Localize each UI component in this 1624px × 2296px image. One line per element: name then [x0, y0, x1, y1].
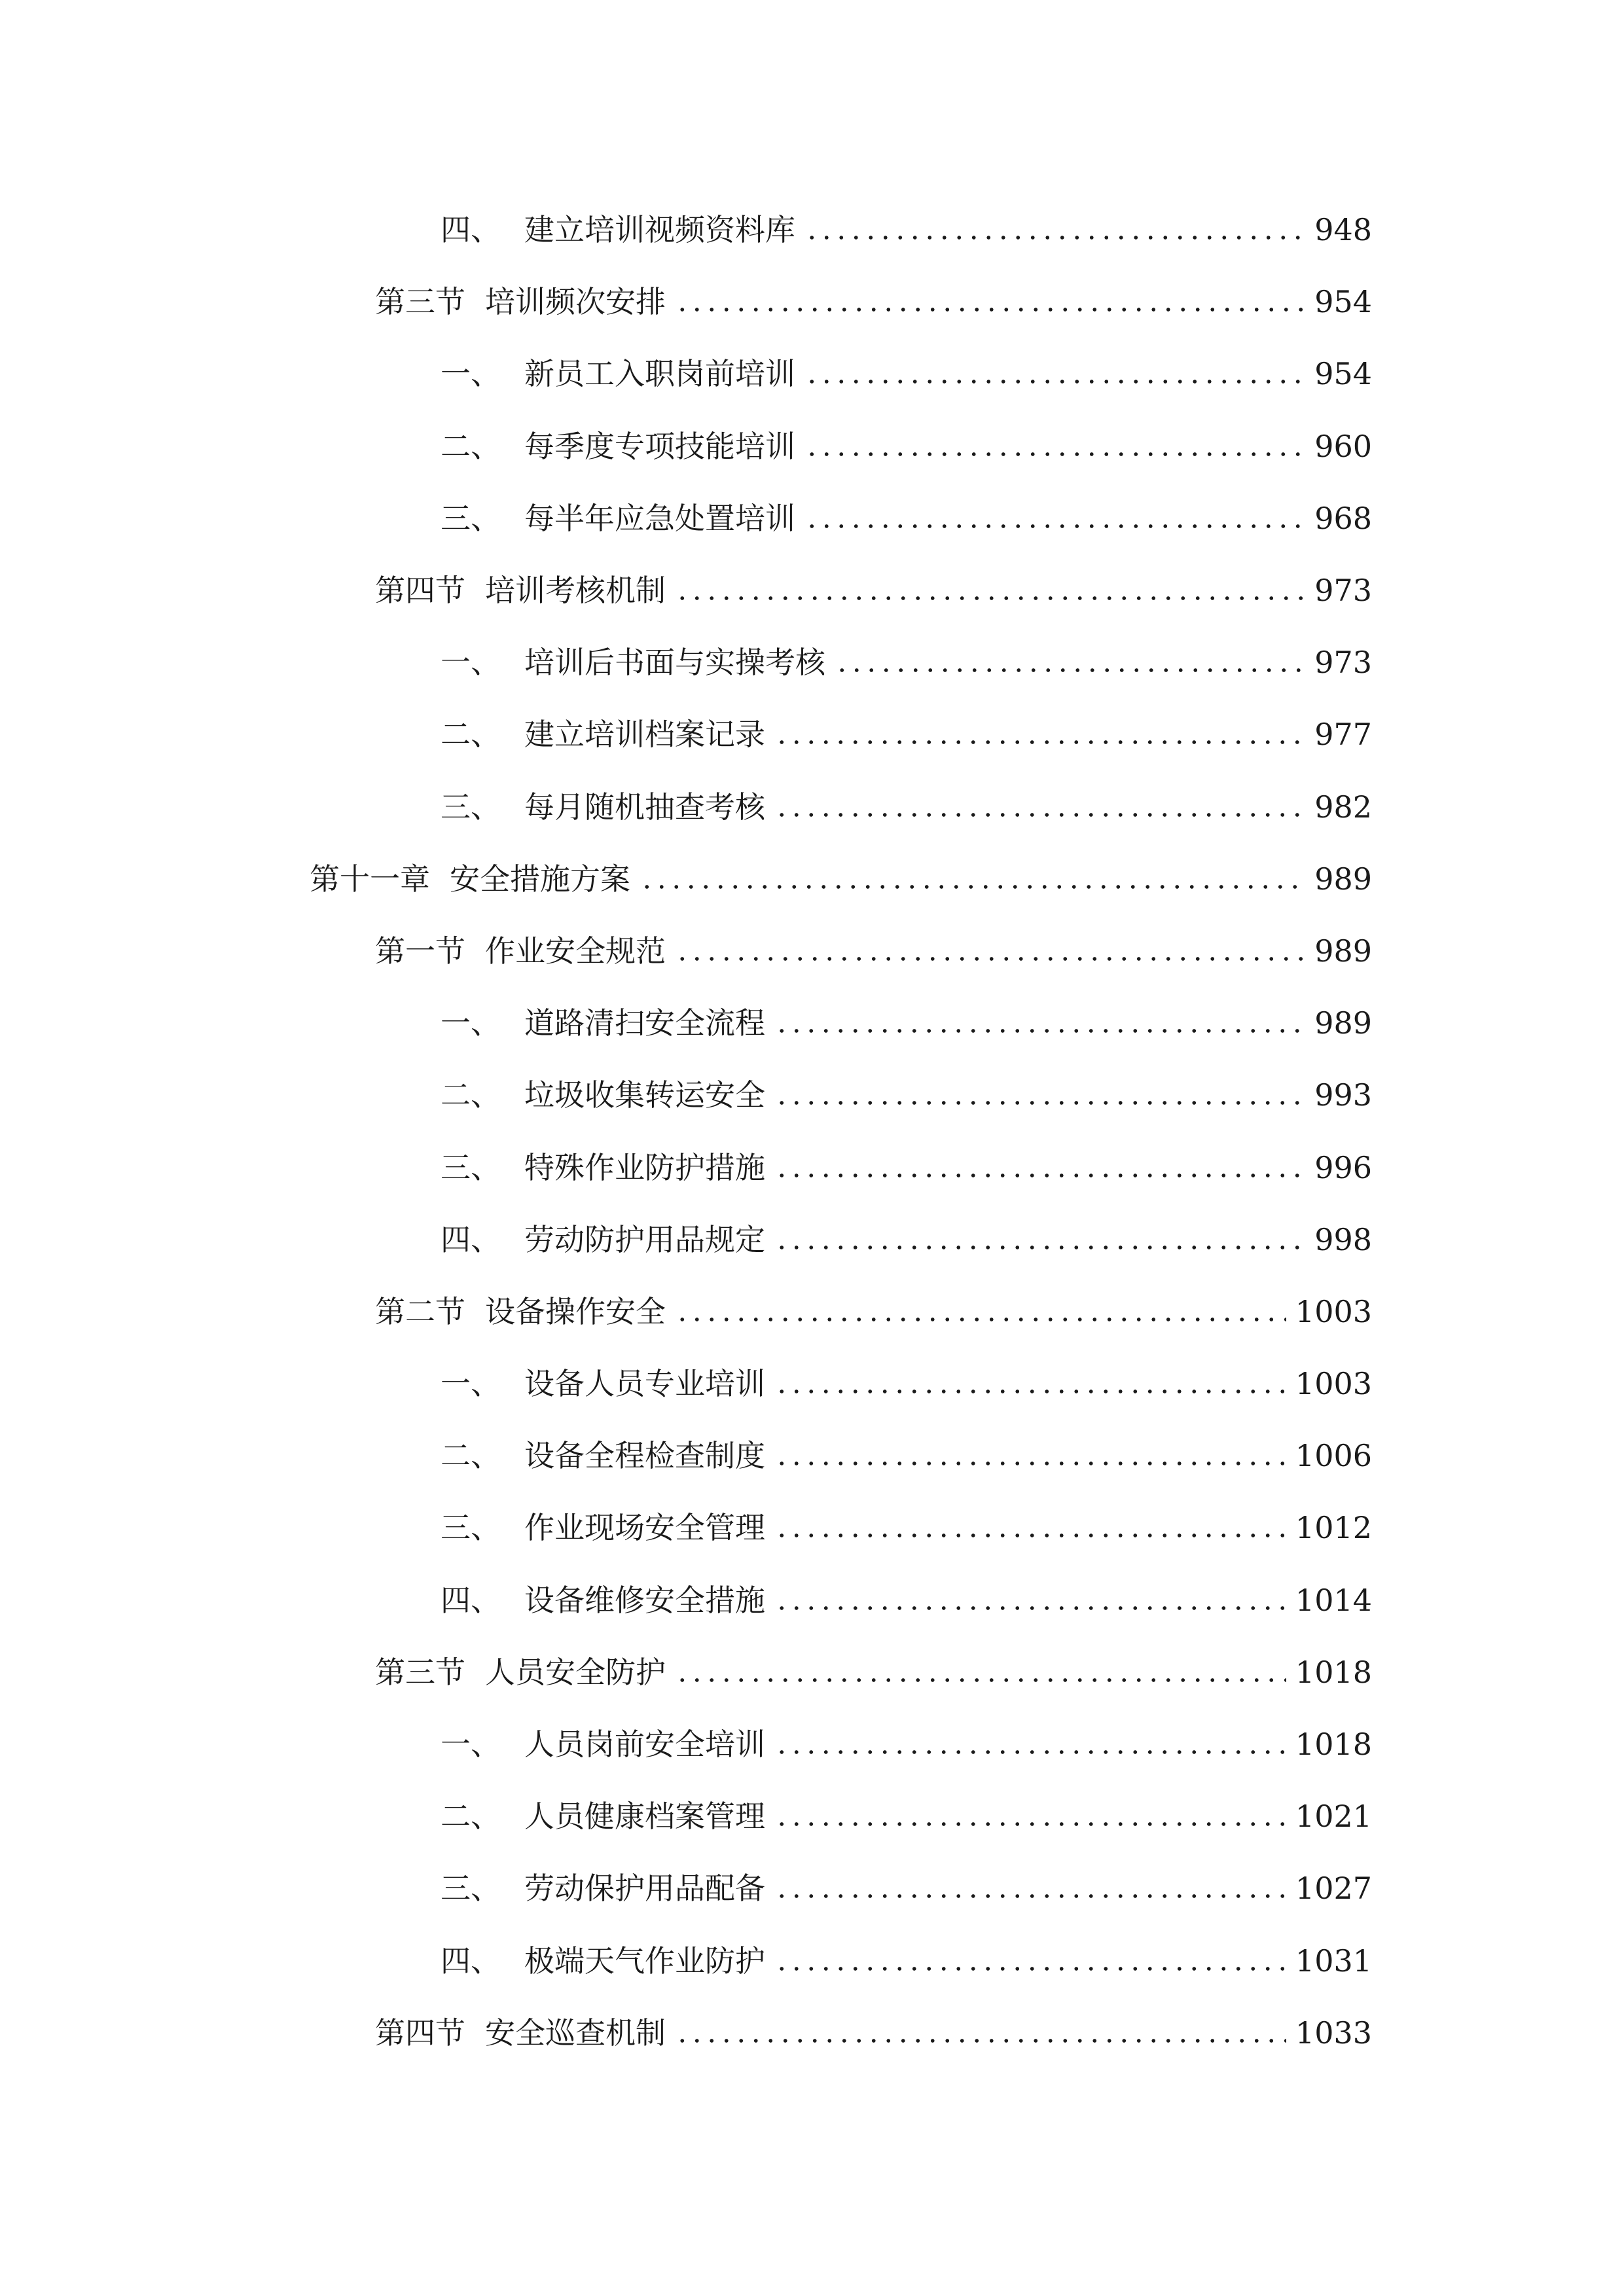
toc-entry[interactable] — [0, 1348, 1624, 1420]
toc-page-number: 989 — [1314, 1005, 1372, 1041]
toc-entry[interactable] — [0, 1276, 1624, 1348]
toc-entry[interactable] — [0, 266, 1624, 338]
toc-section-number: 第一节 — [375, 933, 465, 969]
dot-leader — [774, 1008, 1305, 1038]
toc-entry-title: 培训考核机制 — [485, 573, 666, 609]
toc-page-number: 1012 — [1295, 1510, 1372, 1546]
toc-entry[interactable] — [0, 771, 1624, 843]
toc-page-number: 1018 — [1295, 1654, 1372, 1690]
toc-entry[interactable] — [0, 1131, 1624, 1203]
toc-entry-title: 作业安全规范 — [485, 933, 666, 969]
toc-entry[interactable] — [0, 338, 1624, 410]
toc-entry[interactable] — [0, 410, 1624, 482]
toc-page-number: 1006 — [1295, 1438, 1372, 1474]
toc-entry[interactable] — [0, 1492, 1624, 1564]
toc-page-number: 1014 — [1295, 1582, 1372, 1618]
toc-entry-title: 安全巡查机制 — [485, 2015, 666, 2051]
toc-page-number: 989 — [1314, 933, 1372, 969]
toc-entry-number: 三、 — [441, 1149, 501, 1185]
toc-entry-number: 三、 — [441, 1510, 501, 1546]
toc-entry-title: 每半年应急处置培训 — [524, 500, 795, 536]
toc-entry[interactable] — [0, 1780, 1624, 1852]
toc-chapter-number: 第十一章 — [310, 861, 430, 897]
dot-leader — [835, 647, 1305, 677]
toc-entry-number: 二、 — [441, 1438, 501, 1474]
toc-section-number: 第三节 — [375, 1654, 465, 1690]
dot-leader — [774, 1369, 1286, 1399]
toc-entry-title: 特殊作业防护措施 — [524, 1149, 765, 1185]
dot-leader — [774, 1153, 1305, 1183]
toc-page-number: 982 — [1314, 789, 1372, 825]
toc-entry-title: 每月随机抽查考核 — [524, 789, 765, 825]
toc-entry-number: 四、 — [441, 1582, 501, 1618]
dot-leader — [675, 1297, 1286, 1327]
toc-page-number: 960 — [1314, 428, 1372, 464]
dot-leader — [675, 287, 1305, 317]
toc-entry[interactable] — [0, 698, 1624, 770]
dot-leader — [804, 431, 1305, 461]
toc-entry[interactable] — [0, 194, 1624, 266]
dot-leader — [804, 215, 1305, 245]
dot-leader — [774, 1801, 1286, 1831]
toc-entry-number: 三、 — [441, 789, 501, 825]
dot-leader — [675, 2018, 1286, 2048]
toc-entry[interactable] — [0, 1997, 1624, 2069]
toc-page-number: 948 — [1314, 212, 1372, 248]
toc-entry-number: 一、 — [441, 645, 501, 681]
toc-entry[interactable] — [0, 1420, 1624, 1492]
toc-entry-title: 培训频次安排 — [485, 284, 666, 320]
toc-entry-number: 二、 — [441, 1799, 501, 1835]
toc-entry[interactable] — [0, 626, 1624, 698]
toc-entry-title: 劳动防护用品规定 — [524, 1221, 765, 1257]
dot-leader — [774, 1729, 1286, 1759]
toc-entry-title: 人员安全防护 — [485, 1654, 666, 1690]
toc-page-number: 1031 — [1295, 1943, 1372, 1979]
toc-entry-title: 建立培训视频资料库 — [524, 212, 795, 248]
dot-leader — [774, 1946, 1286, 1976]
toc-entry-title: 每季度专项技能培训 — [524, 428, 795, 464]
toc-page-number: 973 — [1314, 573, 1372, 609]
toc-entry[interactable] — [0, 843, 1624, 915]
toc-entry-title: 设备全程检查制度 — [524, 1438, 765, 1474]
toc-entry[interactable] — [0, 1564, 1624, 1636]
dot-leader — [774, 792, 1305, 822]
toc-entry-title: 设备操作安全 — [485, 1293, 666, 1329]
toc-entry-number: 二、 — [441, 717, 501, 753]
toc-entry[interactable] — [0, 1708, 1624, 1780]
toc-entry[interactable] — [0, 987, 1624, 1059]
toc-section-number: 第四节 — [375, 573, 465, 609]
toc-page-number: 993 — [1314, 1077, 1372, 1113]
toc-entry[interactable] — [0, 482, 1624, 554]
toc-entry-title: 作业现场安全管理 — [524, 1510, 765, 1546]
toc-entry-title: 道路清扫安全流程 — [524, 1005, 765, 1041]
toc-section-number: 第二节 — [375, 1293, 465, 1329]
toc-page-number: 977 — [1314, 717, 1372, 753]
toc-page-number: 1021 — [1295, 1799, 1372, 1835]
toc-page-number: 989 — [1314, 861, 1372, 897]
toc-entry-title: 设备维修安全措施 — [524, 1582, 765, 1618]
toc-entry-title: 新员工入职岗前培训 — [524, 356, 795, 392]
dot-leader — [804, 359, 1305, 389]
toc-entry-number: 一、 — [441, 1366, 501, 1402]
toc-entry-title: 设备人员专业培训 — [524, 1366, 765, 1402]
toc-entry-number: 三、 — [441, 500, 501, 536]
toc-entry-title: 极端天气作业防护 — [524, 1943, 765, 1979]
table-of-contents — [0, 194, 1624, 2069]
toc-entry-number: 一、 — [441, 1727, 501, 1763]
toc-section-number: 第四节 — [375, 2015, 465, 2051]
toc-entry-number: 四、 — [441, 1943, 501, 1979]
toc-page-number: 973 — [1314, 645, 1372, 681]
toc-entry-title: 人员健康档案管理 — [524, 1799, 765, 1835]
toc-entry[interactable] — [0, 1636, 1624, 1708]
toc-section-number: 第三节 — [375, 284, 465, 320]
toc-page-number: 1033 — [1295, 2015, 1372, 2051]
toc-page-number: 954 — [1314, 356, 1372, 392]
toc-page-number: 954 — [1314, 284, 1372, 320]
toc-entry-number: 二、 — [441, 1077, 501, 1113]
toc-entry-title: 安全措施方案 — [450, 861, 630, 897]
toc-entry[interactable] — [0, 554, 1624, 626]
toc-entry-number: 二、 — [441, 428, 501, 464]
toc-entry-title: 培训后书面与实操考核 — [524, 645, 825, 681]
toc-entry-number: 三、 — [441, 1871, 501, 1907]
dot-leader — [774, 1225, 1305, 1255]
dot-leader — [774, 1513, 1286, 1543]
toc-entry-title: 垃圾收集转运安全 — [524, 1077, 765, 1113]
toc-entry[interactable] — [0, 1925, 1624, 1997]
toc-entry-number: 一、 — [441, 356, 501, 392]
toc-page-number: 1003 — [1295, 1366, 1372, 1402]
dot-leader — [774, 1441, 1286, 1471]
toc-page-number: 996 — [1314, 1149, 1372, 1185]
dot-leader — [675, 936, 1305, 966]
toc-page-number: 1027 — [1295, 1871, 1372, 1907]
toc-entry[interactable] — [0, 1852, 1624, 1924]
dot-leader — [675, 575, 1305, 605]
toc-entry-number: 四、 — [441, 1221, 501, 1257]
toc-entry-title: 人员岗前安全培训 — [524, 1727, 765, 1763]
toc-page-number: 1018 — [1295, 1727, 1372, 1763]
toc-entry-title: 劳动保护用品配备 — [524, 1871, 765, 1907]
toc-page-number: 998 — [1314, 1221, 1372, 1257]
dot-leader — [640, 864, 1305, 894]
toc-entry[interactable] — [0, 1059, 1624, 1131]
dot-leader — [675, 1657, 1286, 1687]
toc-page-number: 968 — [1314, 500, 1372, 536]
toc-entry-title: 建立培训档案记录 — [524, 717, 765, 753]
toc-entry-number: 四、 — [441, 212, 501, 248]
dot-leader — [774, 1585, 1286, 1615]
dot-leader — [774, 719, 1305, 749]
toc-page-number: 1003 — [1295, 1293, 1372, 1329]
toc-entry[interactable] — [0, 915, 1624, 987]
toc-entry[interactable] — [0, 1204, 1624, 1276]
dot-leader — [774, 1080, 1305, 1110]
dot-leader — [804, 503, 1305, 533]
toc-entry-number: 一、 — [441, 1005, 501, 1041]
dot-leader — [774, 1873, 1286, 1903]
